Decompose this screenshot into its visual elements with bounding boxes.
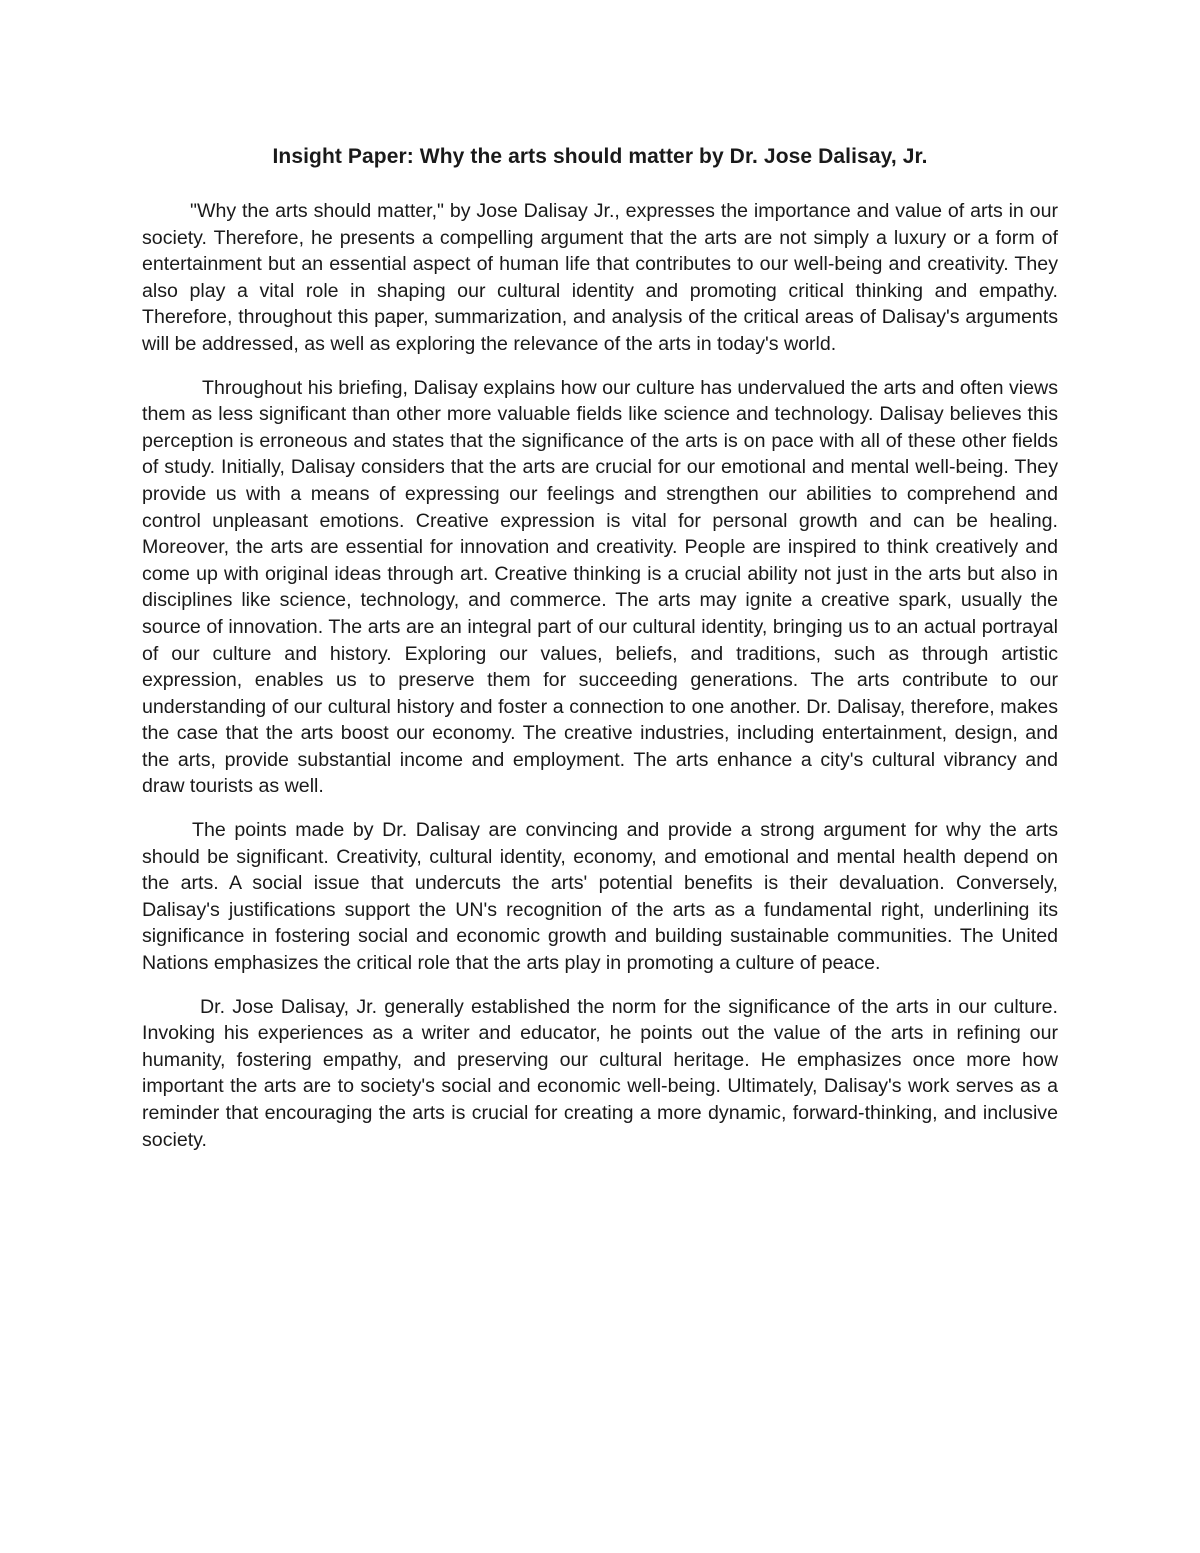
paragraph-summary: Throughout his briefing, Dalisay explains how our culture has undervalued the arts and often views them as less significant than other more valuable fields like science and technology. Dalisay believes this perception is erroneous and states that the significance of the arts is on pace with all of these other fields of study. Initially, Dalisay considers that the arts are crucial for our emotional and mental well-being. They provide us with a means of expressing our feelings and strengthen our abilities to comprehend and control unpleasant emotions. Creative expression is vital for personal growth and can be healing. Moreover, the arts are essential for innovation and creativity. People are inspired to think creatively and come up with original ideas through art. Creative thinking is a crucial ability not just in the arts but also in disciplines like science, technology, and commerce. The arts may ignite a creative spark, usually the source of innovation. The arts are an integral part of our cultural identity, bringing us to an actual portrayal of our culture and history. Exploring our values, beliefs, and traditions, such as through artistic expression, enables us to preserve them for succeeding generations. The arts contribute to our understanding of our cultural history and foster a connection to one another. Dr. Dalisay, therefore, makes the case that the arts boost our economy. The creative industries, including entertainment, design, and the arts, provide substantial income and employment. The arts enhance a city's cultural vibrancy and draw tourists as well. bbox=[142, 376, 1058, 798]
paragraph-analysis: The points made by Dr. Dalisay are convincing and provide a strong argument for why the arts should be significant. Creativity, cultural identity, economy, and emotional and mental health depend on the arts. A social issue that undercuts the arts' potential benefits is their devaluation. Conversely, Dalisay's justifications support the UN's recognition of the arts as a fundamental right, underlining its significance in fostering social and economic growth and building sustainable communities. The United Nations emphasizes the critical role that the arts play in promoting a culture of peace. bbox=[142, 819, 1058, 975]
document-body bbox=[142, 144, 1058, 1170]
document-title: Insight Paper: Why the arts should matter by Dr. Jose Dalisay, Jr. bbox=[272, 145, 928, 168]
paragraph-introduction: "Why the arts should matter," by Jose Dalisay Jr., expresses the importance and value of arts in our society. Therefore, he presents a compelling argument that the arts are not simply a luxury or a form of entertainment but an essential aspect of human life that contributes to our well-being and creativity. They also play a vital role in shaping our cultural identity and promoting critical thinking and empathy. Therefore, throughout this paper, summarization, and analysis of the critical areas of Dalisay's arguments will be addressed, as well as exploring the relevance of the arts in today's world. bbox=[142, 200, 1058, 355]
paragraph-conclusion: Dr. Jose Dalisay, Jr. generally established the norm for the significance of the arts in our culture. Invoking his experiences as a writer and educator, he points out the value of the arts in refining our humanity, fostering empathy, and preserving our cultural heritage. He emphasizes once more how important the arts are to society's social and economic well-being. Ultimately, Dalisay's work serves as a reminder that encouraging the arts is crucial for creating a more dynamic, forward-thinking, and inclusive society. bbox=[142, 995, 1058, 1151]
